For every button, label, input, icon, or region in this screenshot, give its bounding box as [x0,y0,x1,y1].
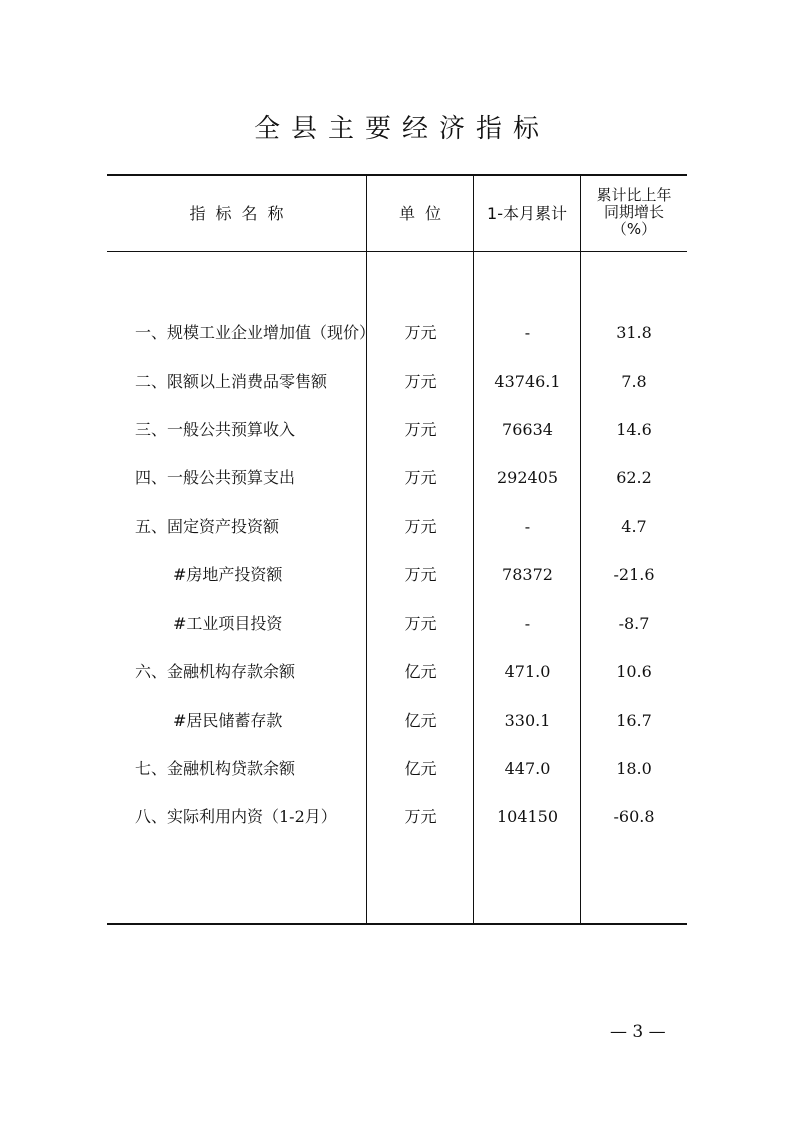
row-growth: 31.8 [616,323,652,342]
row-name: 五、固定资产投资额 [135,517,280,536]
page-number: — 3 — [610,1022,666,1042]
table-row [107,707,687,735]
row-name: 三、一般公共预算收入 [135,420,296,439]
row-unit: 亿元 [404,711,437,730]
header-cumulative: 1-本月累计 [487,204,567,223]
row-value: 447.0 [504,759,551,778]
header-unit: 单位 [398,204,451,223]
row-name: 六、金融机构存款余额 [135,662,296,681]
row-name: #居民储蓄存款 [173,711,283,730]
table-bottom-border [107,923,687,925]
table-row [107,368,687,396]
row-growth: -21.6 [613,565,655,584]
row-value: 76634 [502,420,553,439]
row-value: 78372 [502,565,553,584]
table-row [107,561,687,589]
row-unit: 万元 [404,420,437,439]
row-unit: 万元 [404,372,437,391]
row-unit: 万元 [404,468,437,487]
header-growth-line1: 累计比上年 [596,186,672,204]
row-value: 104150 [496,807,559,826]
row-name: 四、一般公共预算支出 [135,468,296,487]
table-row [107,513,687,541]
row-value: 471.0 [504,662,551,681]
table-row [107,319,687,347]
row-name: #工业项目投资 [173,614,283,633]
table-row [107,658,687,686]
row-name: 七、金融机构贷款余额 [135,759,296,778]
row-unit: 万元 [404,614,437,633]
row-unit: 万元 [404,807,437,826]
row-unit: 万元 [404,517,437,536]
row-name: 二、限额以上消费品零售额 [135,372,328,391]
header-name: 指标名称 [189,204,294,223]
header-growth-line3: （%） [611,220,657,238]
row-value: 43746.1 [494,372,561,391]
row-unit: 万元 [404,323,437,342]
row-growth: 4.7 [621,517,647,536]
page-title: 全县主要经济指标 [253,114,550,144]
row-unit: 亿元 [404,759,437,778]
row-name: 一、规模工业企业增加值（现价） [135,323,376,342]
row-growth: 7.8 [621,372,647,391]
header-divider [107,251,687,252]
row-value: 292405 [496,468,559,487]
row-unit: 万元 [404,565,437,584]
row-unit: 亿元 [404,662,437,681]
row-value: - [524,323,531,342]
row-growth: 14.6 [616,420,652,439]
row-value: - [524,517,531,536]
table-row [107,755,687,783]
row-growth: 62.2 [616,468,652,487]
row-name: 八、实际利用内资（1-2月） [135,807,337,826]
table-row [107,416,687,444]
row-growth: 16.7 [616,711,652,730]
row-growth: -60.8 [613,807,655,826]
header-growth [581,174,687,251]
header-growth-line2: 同期增长 [603,203,664,221]
table-row [107,464,687,492]
table-row [107,803,687,831]
row-growth: 18.0 [616,759,652,778]
row-value: - [524,614,531,633]
indicator-table [107,174,687,924]
row-value: 330.1 [504,711,551,730]
row-growth: 10.6 [616,662,652,681]
row-growth: -8.7 [618,614,650,633]
row-name: #房地产投资额 [173,565,283,584]
table-row [107,610,687,638]
